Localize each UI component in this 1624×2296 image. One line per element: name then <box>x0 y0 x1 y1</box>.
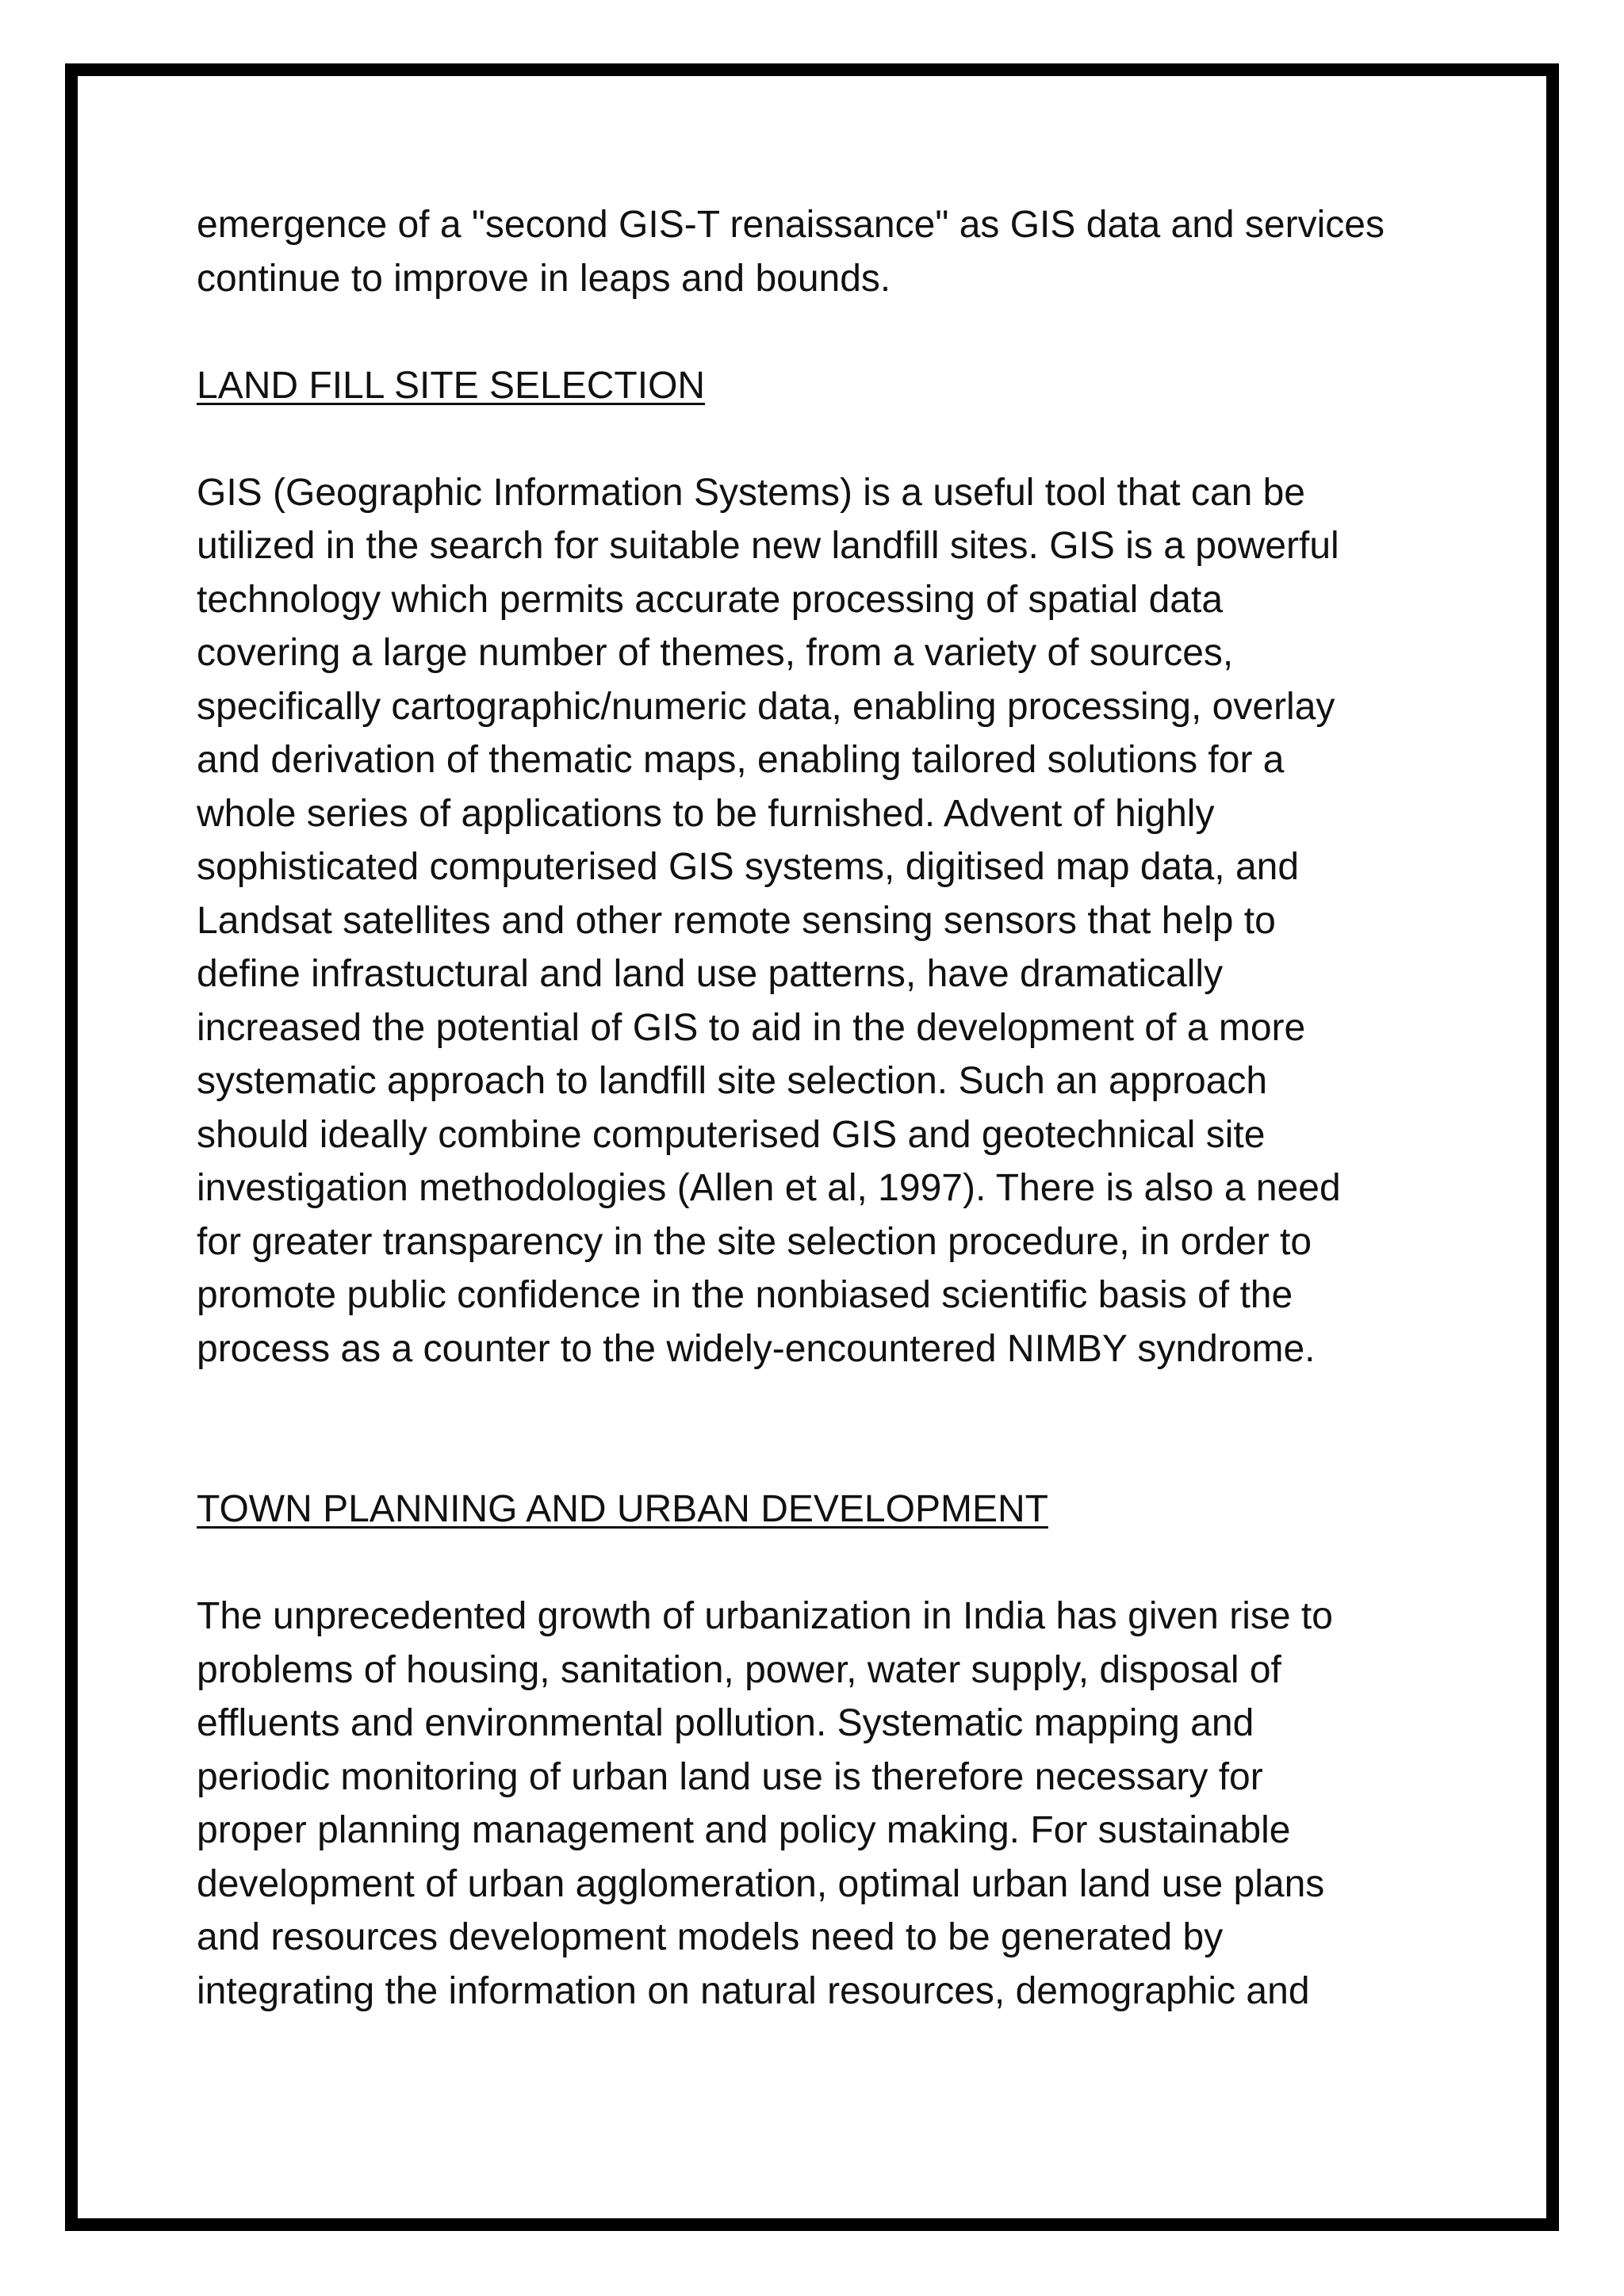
text-line: integrating the information on natural resources, demographic and <box>197 1969 1310 2012</box>
landfill-heading-text: LAND FILL SITE SELECTION <box>197 364 706 407</box>
town-planning-heading-text: TOWN PLANNING AND URBAN DEVELOPMENT <box>197 1488 1048 1530</box>
text-line: sophisticated computerised GIS systems, digitised map data, and <box>197 846 1300 888</box>
text-line: GIS (Geographic Information Systems) is a useful tool that can be <box>197 471 1305 514</box>
text-line: investigation methodologies (Allen et al, 1997). There is also a need <box>197 1167 1341 1209</box>
intro-paragraph <box>197 198 1450 305</box>
text-line: covering a large number of themes, from a variety of sources, <box>197 632 1234 674</box>
text-line: for greater transparency in the site selection procedure, in order to <box>197 1220 1312 1263</box>
text-line: Landsat satellites and other remote sensing sensors that help to <box>197 899 1276 942</box>
text-line: and derivation of thematic maps, enabling tailored solutions for a <box>197 739 1285 781</box>
text-line: periodic monitoring of urban land use is therefore necessary for <box>197 1755 1263 1798</box>
text-line: utilized in the search for suitable new landfill sites. GIS is a powerful <box>197 525 1339 567</box>
text-line: proper planning management and policy making. For sustainable <box>197 1809 1291 1851</box>
text-line: problems of housing, sanitation, power, water supply, disposal of <box>197 1648 1281 1691</box>
text-line: should ideally combine computerised GIS and geotechnical site <box>197 1113 1266 1156</box>
landfill-paragraph <box>197 466 1450 1376</box>
section-heading-landfill <box>197 359 1450 413</box>
document-body <box>197 198 1450 2018</box>
text-line: systematic approach to landfill site selection. Such an approach <box>197 1060 1268 1102</box>
text-line: process as a counter to the widely-encountered NIMBY syndrome. <box>197 1327 1316 1370</box>
text-line: promote public confidence in the nonbiased scientific basis of the <box>197 1274 1293 1316</box>
text-line: and resources development models need to be generated by <box>197 1916 1224 1958</box>
town-planning-paragraph <box>197 1590 1450 2018</box>
text-line: effluents and environmental pollution. Systematic mapping and <box>197 1702 1254 1744</box>
text-line: The unprecedented growth of urbanization in India has given rise to <box>197 1595 1333 1637</box>
text-line: whole series of applications to be furnished. Advent of highly <box>197 792 1215 835</box>
text-line: emergence of a "second GIS-T renaissance" as GIS data and services <box>197 204 1385 246</box>
text-line: technology which permits accurate processing of spatial data <box>197 578 1224 621</box>
text-line: development of urban agglomeration, optimal urban land use plans <box>197 1862 1325 1905</box>
text-line: specifically cartographic/numeric data, enabling processing, overlay <box>197 685 1335 728</box>
text-line: continue to improve in leaps and bounds. <box>197 257 891 300</box>
section-heading-town-planning <box>197 1483 1450 1536</box>
text-line: increased the potential of GIS to aid in the development of a more <box>197 1006 1306 1049</box>
text-line: define infrastuctural and land use patterns, have dramatically <box>197 953 1224 995</box>
